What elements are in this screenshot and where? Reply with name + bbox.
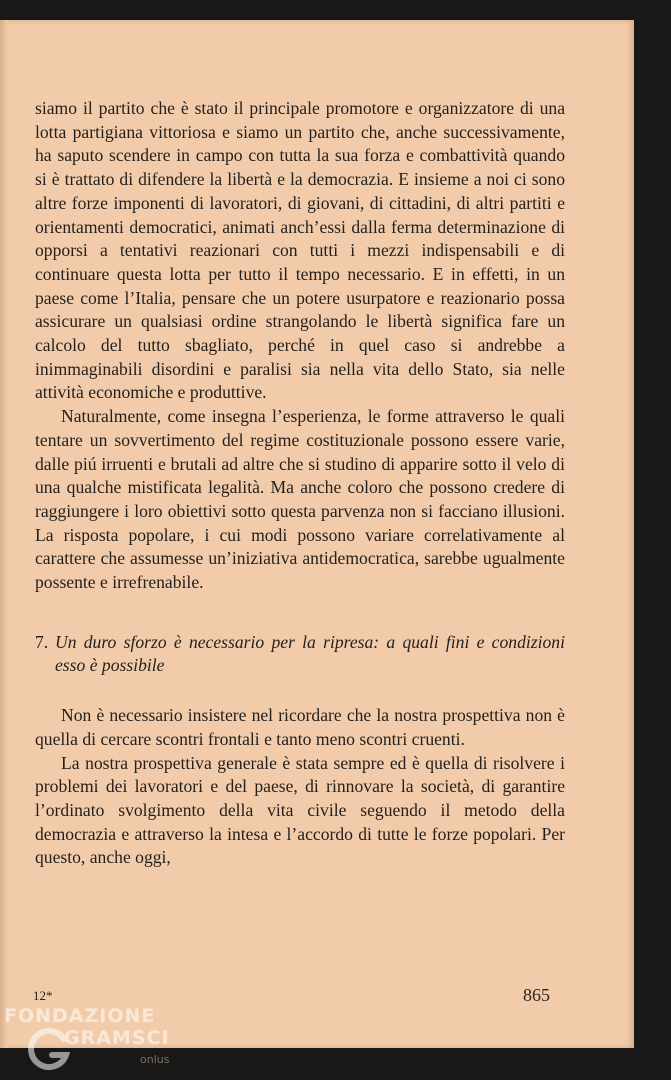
paragraph-4: La nostra prospettiva generale è stata sempre ed è quella di risolvere i problemi dei lavoratori e del paese, di rinnovare la società, di garantire l’ordinato svolgimento della vita civile seguendo il metodo della democrazia e attraverso la intesa e l’accordo di tutte le forze popolari. Per questo, anche oggi,	[35, 752, 565, 868]
section-title: Un duro sforzo è necessario per la ripresa: a quali fini e condizioni esso è possibile	[55, 631, 565, 676]
watermark-line-1: FONDAZIONE	[4, 1005, 156, 1027]
section-number: 7.	[35, 631, 49, 652]
paragraph-2: Naturalmente, come insegna l’esperienza, le forme attraverso le quali tentare un sovvertimento del regime costituzionale possono essere varie, dalle piú irruenti e brutali ad altre che si studino di apparire sotto il velo di una qualche mistificata legalità. Ma anche coloro che possono credere di raggiungere i loro obiettivi sotto questa parvenza non si facciano illusioni. La risposta popolare, i cui modi possono variare correlativamente al carattere che assumesse un’iniziativa antidemocratica, sarebbe ugualmente possente e irrefrenabile.	[35, 406, 565, 593]
section-heading	[35, 631, 565, 678]
watermark-line-2: GRAMSCI	[64, 1027, 170, 1049]
signature-mark: 12*	[33, 988, 53, 1003]
fondazione-gramsci-watermark	[4, 1005, 204, 1077]
watermark-onlus: onlus	[140, 1053, 170, 1066]
body-text	[35, 97, 565, 870]
paragraph-1: siamo il partito che è stato il principale promotore e organizzatore di una lotta partigiana vittoriosa e siamo un partito che, anche successivamente, ha saputo scendere in campo con tutta la sua forza e combattività quando si è trattato di difendere la libertà e la democrazia. E insieme a noi ci sono altre forze imponenti di lavoratori, di giovani, di cittadini, di altri partiti e orientamenti democratici, animati anch’essi dalla ferma determinazione di opporsi a tentativi reazionari con tutti i mezzi indispensabili e di continuare questa lotta per tutto il tempo necessario. E in effetti, in un paese come l’Italia, pensare che un potere usurpatore e reazionario possa assicurare un qualsiasi ordine strangolando le libertà significa fare un calcolo del tutto sbagliato, perché in quel caso si andrebbe a inimmaginabili disordini e paralisi sia nella vita dello Stato, sia nelle attività economiche e produttive.	[35, 98, 565, 403]
page-gutter	[0, 20, 8, 1048]
paragraph-3: Non è necessario insistere nel ricordare che la nostra prospettiva non è quella di cercare scontri frontali e tanto meno scontri cruenti.	[35, 705, 565, 749]
page-number: 865	[523, 985, 550, 1005]
